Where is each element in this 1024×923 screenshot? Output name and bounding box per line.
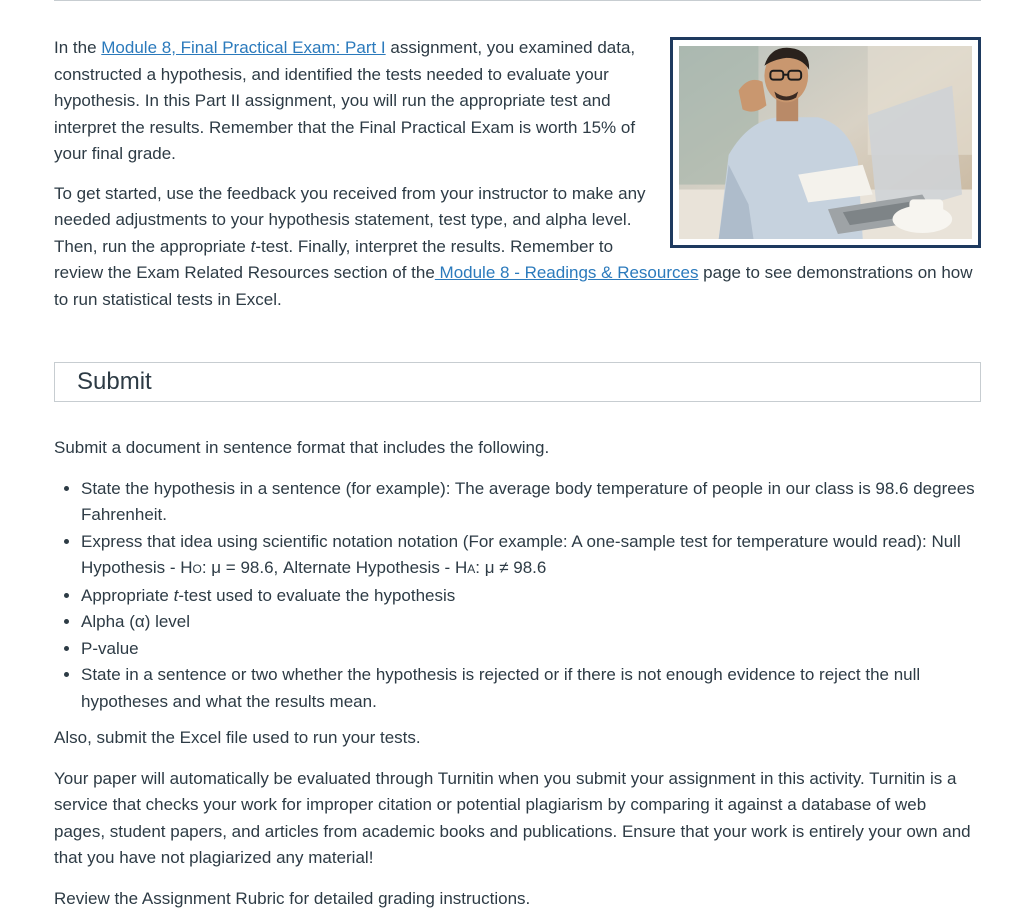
submit-heading: Submit bbox=[77, 368, 152, 395]
ha-sub: A bbox=[467, 562, 476, 576]
t-italic: t bbox=[250, 236, 256, 256]
start-text-c: page to see demonstrations on how to run statistical tests in Excel. bbox=[54, 263, 973, 309]
list-item: • P-value bbox=[81, 636, 979, 663]
list-item: • State in a sentence or two whether the hypothesis is rejected or if there is not enough evidence to reject the null hypotheses and what the results mean. bbox=[81, 662, 979, 715]
also-paragraph: Also, submit the Excel file used to run your tests. bbox=[54, 728, 421, 747]
intro-section bbox=[54, 35, 984, 313]
b3-text-b: -test used to evaluate the hypothesis bbox=[178, 585, 456, 605]
b2-text-b: : μ = 98.6, Alternate Hypothesis - H bbox=[201, 558, 468, 577]
submit-instructions bbox=[54, 435, 979, 912]
start-text-a: To get started, use the feedback you received from your instructor to make any needed adjustments to your hypothesis statement, test type, and alpha level. Then, run the appropriate bbox=[54, 183, 646, 256]
b2-text-c: : μ ≠ 98.6 bbox=[475, 558, 547, 577]
b3-t-italic: t bbox=[173, 585, 179, 605]
turnitin-paragraph: Your paper will automatically be evaluated through Turnitin when you submit your assignment in this activity. Turnitin is a service that checks your work for improper citation or potential plagiarism by comparing it against a database of web pages, student papers, and articles from academic books and publications. Ensure that your work is entirely your own and that you have not plagiarized any material! bbox=[54, 768, 971, 867]
submit-heading-box bbox=[54, 362, 981, 402]
list-item: • State the hypothesis in a sentence (for example): The average body temperature of people in our class is 98.6 degrees Fahrenheit. bbox=[81, 476, 979, 529]
b3-text-a: Appropriate bbox=[81, 585, 174, 605]
h0-sub: O bbox=[192, 562, 202, 576]
intro-text-b: assignment, you examined data, constructed a hypothesis, and identified the tests needed to evaluate your hypothesis. In this Part II assignment, you will run the appropriate test and interpret the results. Remember that the Final Practical Exam is worth 15% of your final grade. bbox=[54, 38, 636, 163]
part-i-link[interactable]: Module 8, Final Practical Exam: Part I bbox=[101, 38, 386, 57]
previous-section-box bbox=[54, 0, 981, 1]
list-item bbox=[81, 583, 979, 610]
man-at-laptop-image bbox=[679, 46, 972, 239]
student-photo bbox=[670, 37, 981, 248]
rubric-paragraph: Review the Assignment Rubric for detailed grading instructions. bbox=[54, 888, 531, 908]
start-text-b: -test. Finally, interpret the results. Remember to review the Exam Related Resources section of the bbox=[54, 236, 614, 282]
list-item: • Alpha (α) level bbox=[81, 609, 979, 636]
intro-text-a: In the bbox=[54, 38, 102, 57]
readings-resources-link[interactable]: Module 8 - Readings & Resources bbox=[434, 263, 699, 282]
b2-text-a: Express that idea using scientific notation notation (For example: A one-sample test for temperature would read): Null Hypothesis - H bbox=[81, 531, 961, 577]
submit-lead: Submit a document in sentence format that includes the following. bbox=[54, 438, 550, 457]
requirements-list bbox=[54, 476, 979, 716]
list-item bbox=[81, 529, 979, 583]
